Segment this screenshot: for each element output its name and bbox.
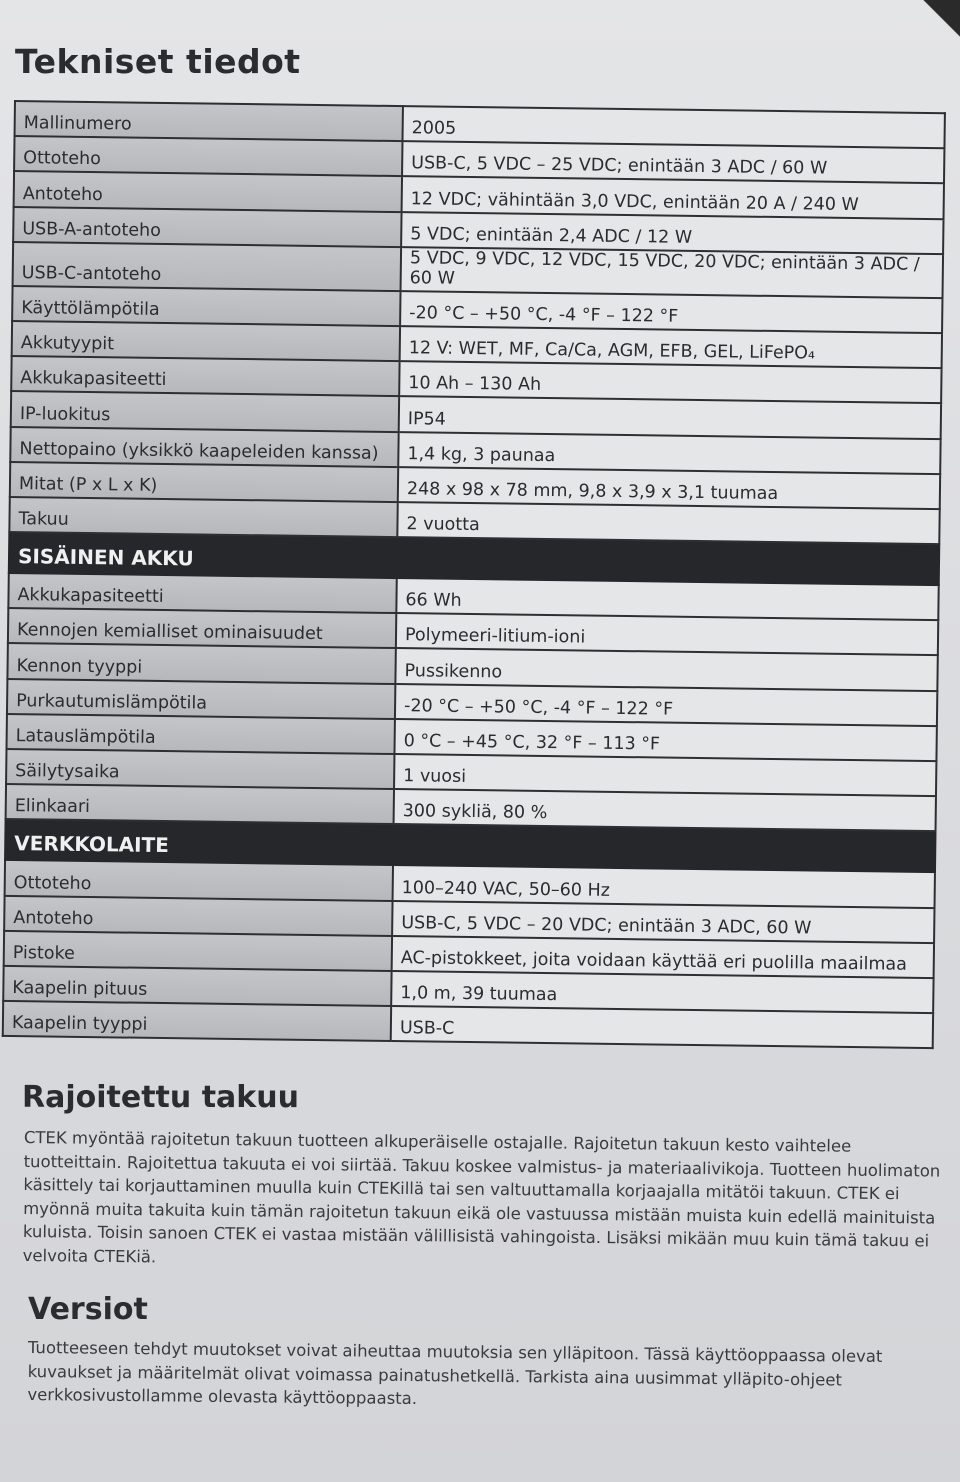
page-title: Tekniset tiedot bbox=[15, 42, 301, 81]
spec-value: 1 vuosi bbox=[394, 754, 936, 796]
spec-value: 12 V: WET, MF, Ca/Ca, AGM, EFB, GEL, LiFePO₄ bbox=[400, 326, 942, 368]
spec-label: IP-luokitus bbox=[11, 391, 399, 431]
spec-label: Antoteho bbox=[4, 896, 392, 936]
spec-label: Antoteho bbox=[14, 171, 402, 211]
spec-label: Elinkaari bbox=[6, 784, 394, 824]
section-heading: VERKKOLAITE bbox=[5, 819, 935, 872]
spec-value: USB-C, 5 VDC – 20 VDC; enintään 3 ADC, 60 W bbox=[392, 901, 934, 943]
spec-label: Ottoteho bbox=[14, 136, 402, 176]
spec-value: 5 VDC, 9 VDC, 12 VDC, 15 VDC, 20 VDC; enintään 3 ADC / 60 W bbox=[401, 247, 944, 298]
spec-label: Latauslämpötila bbox=[7, 714, 395, 754]
spec-value: 100–240 VAC, 50–60 Hz bbox=[393, 865, 935, 907]
spec-value: -20 °C – +50 °C, -4 °F – 122 °F bbox=[395, 684, 937, 726]
spec-label: USB-A-antoteho bbox=[13, 207, 401, 247]
spec-value: USB-C, 5 VDC – 25 VDC; enintään 3 ADC / 60 W bbox=[402, 141, 944, 183]
spec-label: Pistoke bbox=[4, 931, 392, 971]
spec-label: Purkautumislämpötila bbox=[7, 679, 395, 719]
spec-label: Akkutyypit bbox=[12, 321, 400, 361]
spec-label: Kaapelin pituus bbox=[3, 966, 391, 1006]
spec-value: 1,0 m, 39 tuumaa bbox=[391, 971, 933, 1013]
spec-value: 1,4 kg, 3 paunaa bbox=[398, 432, 940, 474]
spec-table bbox=[2, 100, 946, 1049]
spec-label: Akkukapasiteetti bbox=[8, 573, 396, 613]
spec-label: Mallinumero bbox=[15, 101, 403, 141]
spec-value: Polymeeri-litium-ioni bbox=[396, 613, 938, 655]
spec-label: Ottoteho bbox=[5, 860, 393, 900]
spec-label: Kennojen kemialliset ominaisuudet bbox=[8, 608, 396, 648]
versions-heading: Versiot bbox=[28, 1292, 148, 1327]
spec-label: Takuu bbox=[9, 497, 397, 537]
spec-value: 12 VDC; vähintään 3,0 VDC, enintään 20 A / 240 W bbox=[402, 176, 944, 218]
spec-label: Nettopaino (yksikkö kaapeleiden kanssa) bbox=[10, 426, 398, 466]
spec-value: -20 °C – +50 °C, -4 °F – 122 °F bbox=[400, 291, 942, 333]
spec-label: Mitat (P x L x K) bbox=[10, 462, 398, 502]
spec-value: 2005 bbox=[402, 106, 944, 148]
spec-label: Kaapelin tyyppi bbox=[3, 1001, 391, 1041]
spec-label: Akkukapasiteetti bbox=[11, 356, 399, 396]
spec-value: 0 °C – +45 °C, 32 °F – 113 °F bbox=[394, 719, 936, 761]
warranty-text: CTEK myöntää rajoitetun takuun tuotteen alkuperäiselle ostajalle. Rajoitetun takuun kesto vaihtelee tuotteittain. Rajoitettua takuuta ei voi siirtää. Takuu koskee valmistus- ja materiaalivikoja. Tuotteen huolimaton käsittely tai korjauttaminen muulla kuin CTEKillä tai sen valtuuttamalla korjaajalla mitätöi takuun. CTEK ei myönnä muita takuita kuin tämän rajoitetun takuun eikä ole vastuussa mistään muista kuin edellä mainituista kuluista. Toisin sanoen CTEK ei vastaa mistään välillisistä vahingoista. Lisäksi mikään muu kuin tämä takuu ei velvoita CTEKiä. bbox=[22, 1127, 941, 1267]
spec-label: USB-C-antoteho bbox=[13, 242, 402, 291]
spec-value: AC-pistokkeet, joita voidaan käyttää eri puolilla maailmaa bbox=[392, 936, 934, 978]
spec-value: 300 sykliä, 80 % bbox=[394, 789, 936, 831]
spec-value: 248 x 98 x 78 mm, 9,8 x 3,9 x 3,1 tuumaa bbox=[398, 467, 940, 509]
page-curl bbox=[900, 0, 960, 60]
spec-label: Käyttölämpötila bbox=[12, 286, 400, 326]
spec-value: 10 Ah – 130 Ah bbox=[399, 361, 941, 403]
section-heading: SISÄINEN AKKU bbox=[9, 532, 939, 585]
spec-value: USB-C bbox=[391, 1006, 933, 1048]
spec-value: IP54 bbox=[399, 396, 941, 438]
spec-value: 2 vuotta bbox=[397, 502, 939, 544]
spec-value: 66 Wh bbox=[396, 578, 938, 620]
spec-value: 5 VDC; enintään 2,4 ADC / 12 W bbox=[401, 212, 943, 254]
versions-text: Tuotteeseen tehdyt muutokset voivat aiheuttaa muutoksia sen ylläpitoon. Tässä käyttöoppaassa olevat kuvaukset ja määritelmät olivat voimassa painatushetkellä. Tarkista aina uusimmat ylläpito-ohjeet verkkosivustollamme olevasta käyttöoppaasta. bbox=[27, 1337, 883, 1409]
spec-label: Kennon tyyppi bbox=[7, 643, 395, 683]
warranty-heading: Rajoitettu takuu bbox=[22, 1080, 299, 1115]
spec-label: Säilytysaika bbox=[6, 749, 394, 789]
spec-value: Pussikenno bbox=[395, 648, 937, 690]
